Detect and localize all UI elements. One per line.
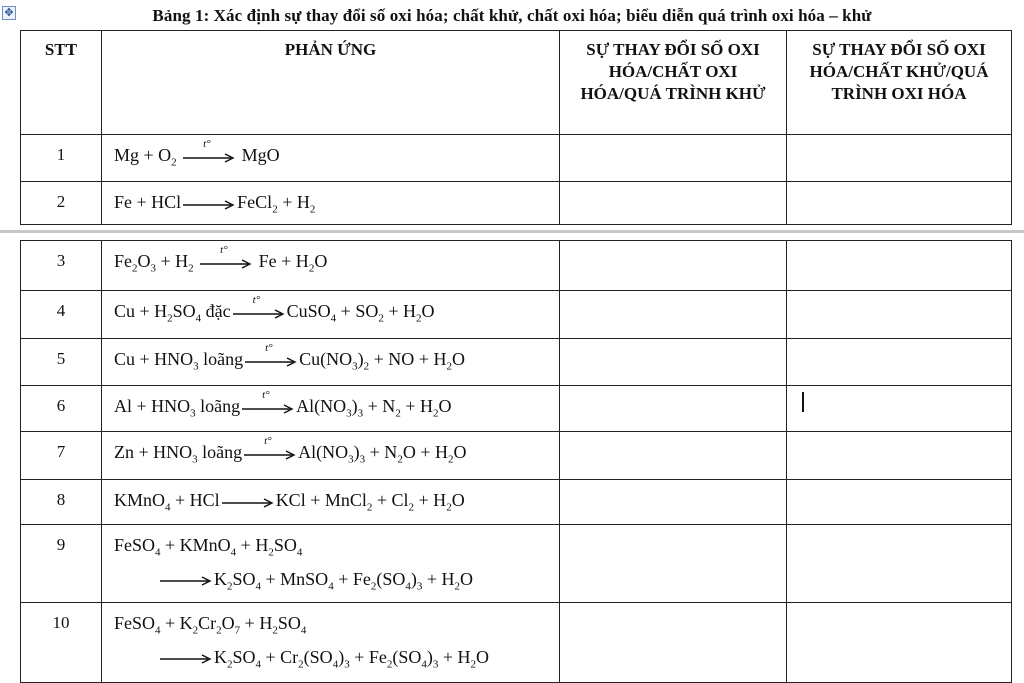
redox-table-part-2 (20, 240, 1012, 683)
row-number: 8 (21, 480, 102, 525)
row-number: 9 (21, 525, 102, 603)
header-oxidation: SỰ THAY ĐỔI SỐ OXI HÓA/CHẤT KHỬ/QUÁ TRÌNH OXI HÓA (787, 31, 1012, 135)
oxidation-cell[interactable] (787, 525, 1012, 603)
reaction-equation[interactable]: FeSO$_4$ + KMnO$_4$ + $H_2SO_4$ $K_2SO_4$ + MnSO$_4$ + $Fe_2(SO_4)_3 + H_2O$ (102, 525, 560, 603)
row-number: 6 (21, 386, 102, 432)
reaction-formula: KMnO$_4$ + HCl (114, 490, 220, 514)
table-row (21, 480, 1012, 525)
heat-arrow-icon: t° (198, 254, 254, 272)
reduction-cell[interactable] (560, 182, 787, 225)
table-row (21, 339, 1012, 386)
table-row (21, 386, 1012, 432)
row-number: 3 (21, 241, 102, 291)
table-row (21, 432, 1012, 480)
table-row (21, 182, 1012, 225)
reaction-equation[interactable]: Fe + HCl FeCl$_2$ + $H_2$ (102, 182, 560, 225)
reaction-equation[interactable]: $Mg + O_2$ t° MgO (102, 135, 560, 182)
header-reduction: SỰ THAY ĐỔI SỐ OXI HÓA/CHẤT OXI HÓA/QUÁ TRÌNH KHỬ (560, 31, 787, 135)
text-cursor (802, 392, 804, 412)
row-number: 10 (21, 603, 102, 683)
table-row (21, 291, 1012, 339)
oxidation-cell[interactable] (787, 386, 1012, 432)
heat-arrow-icon: t° (243, 352, 299, 370)
reduction-cell[interactable] (560, 603, 787, 683)
heat-arrow-icon: t° (181, 148, 237, 166)
reaction-equation[interactable]: FeSO$_4$ + $K_2Cr_2O_7 + H_2SO_4$ $K_2SO_4 + Cr_2(SO_4)_3 + Fe_2(SO_4)_3 + H_2O$ (102, 603, 560, 683)
reduction-cell[interactable] (560, 386, 787, 432)
reduction-cell[interactable] (560, 291, 787, 339)
row-number: 7 (21, 432, 102, 480)
reaction-equation[interactable]: $Fe_2O_3 + H_2$ t° $Fe + H_2O$ (102, 241, 560, 291)
row-number: 1 (21, 135, 102, 182)
reaction-formula: $Cu + HNO_3$ loãng (114, 349, 244, 373)
arrow-icon (158, 649, 214, 667)
oxidation-cell[interactable] (787, 603, 1012, 683)
oxidation-cell[interactable] (787, 432, 1012, 480)
reaction-equation[interactable]: $Cu + HNO_3$ loãng t° $Cu(NO_3)_2$ + NO + $H_2O$ (102, 339, 560, 386)
table-row (21, 525, 1012, 603)
page-break (0, 230, 1024, 233)
row-number: 5 (21, 339, 102, 386)
header-reaction: PHẢN ỨNG (102, 31, 560, 135)
reaction-formula: $Cu + H_2SO_4$ đặc (114, 301, 231, 325)
reaction-equation[interactable]: $Zn + HNO_3$ loãng t° $Al(NO_3)_3 + N_2O + H_2O$ (102, 432, 560, 480)
reduction-cell[interactable] (560, 480, 787, 525)
oxidation-cell[interactable] (787, 291, 1012, 339)
reduction-cell[interactable] (560, 135, 787, 182)
reaction-formula: $Al + HNO_3$ loãng (114, 396, 241, 420)
oxidation-cell[interactable] (787, 339, 1012, 386)
reaction-formula: $Mg + O_2$ (114, 145, 177, 169)
reduction-cell[interactable] (560, 432, 787, 480)
reaction-equation[interactable]: $Cu + H_2SO_4$ đặc t° CuSO$_4$ + $SO_2 + H_2O$ (102, 291, 560, 339)
arrow-icon (220, 493, 276, 511)
table-caption: Bảng 1: Xác định sự thay đổi số oxi hóa; chất khử, chất oxi hóa; biểu diễn quá trình oxi hóa – khử (152, 6, 872, 25)
arrow-icon (181, 195, 237, 213)
heat-arrow-icon: t° (231, 304, 287, 322)
arrow-icon (158, 571, 214, 589)
reaction-equation[interactable]: KMnO$_4$ + HCl KCl + MnCl$_2$ + $Cl_2 + H_2O$ (102, 480, 560, 525)
heat-arrow-icon: t° (242, 445, 298, 463)
reaction-formula: FeSO$_4$ + $K_2Cr_2O_7 + H_2SO_4$ (114, 613, 307, 637)
header-stt: STT (21, 31, 102, 135)
row-number: 2 (21, 182, 102, 225)
row-number: 4 (21, 291, 102, 339)
reaction-formula: $Zn + HNO_3$ loãng (114, 442, 243, 466)
reduction-cell[interactable] (560, 241, 787, 291)
oxidation-cell[interactable] (787, 182, 1012, 225)
table-move-handle-icon[interactable]: ✥ (2, 6, 16, 20)
reaction-equation[interactable]: $Al + HNO_3$ loãng t° $Al(NO_3)_3 + N_2 + H_2O$ (102, 386, 560, 432)
table-row (21, 603, 1012, 683)
reaction-formula: $Fe_2O_3 + H_2$ (114, 251, 194, 275)
reduction-cell[interactable] (560, 525, 787, 603)
table-row (21, 241, 1012, 291)
oxidation-cell[interactable] (787, 241, 1012, 291)
oxidation-cell[interactable] (787, 480, 1012, 525)
reaction-formula: FeSO$_4$ + KMnO$_4$ + $H_2SO_4$ (114, 535, 303, 559)
table-row (21, 135, 1012, 182)
redox-table-part-1 (20, 30, 1012, 225)
table-header-row (21, 31, 1012, 135)
reduction-cell[interactable] (560, 339, 787, 386)
reaction-formula: Fe + HCl (114, 192, 182, 212)
heat-arrow-icon: t° (240, 399, 296, 417)
oxidation-cell[interactable] (787, 135, 1012, 182)
